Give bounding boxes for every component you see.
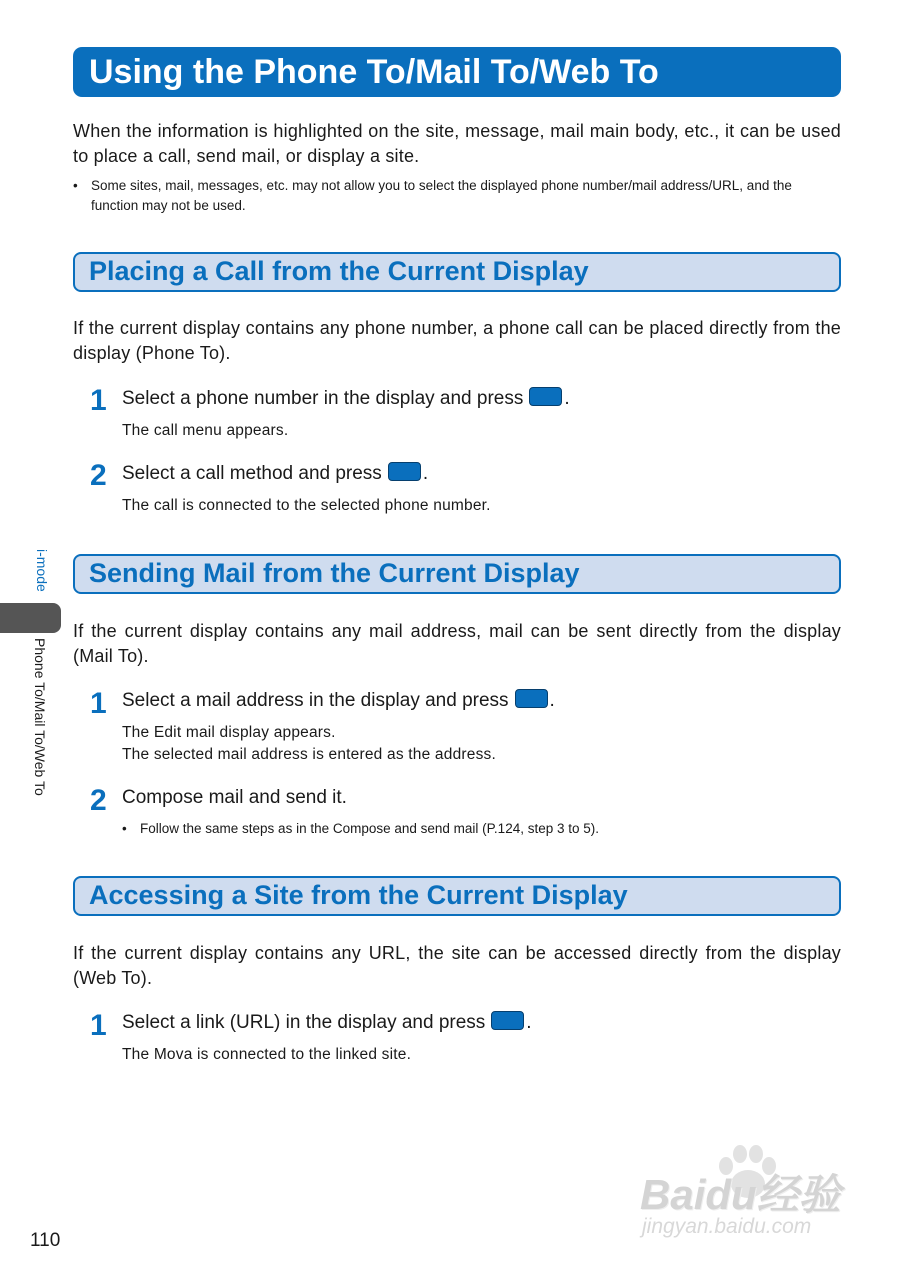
blue-enter-key-icon <box>491 1011 524 1030</box>
section-paragraph: If the current display contains any URL, the site can be accessed directly from the display (Web To). <box>73 943 841 988</box>
step-instruction-text: Select a mail address in the display and press <box>122 690 509 711</box>
side-thumb-tab <box>0 603 61 633</box>
section-heading: Accessing a Site from the Current Display <box>89 880 628 910</box>
step-instruction-end: . <box>422 463 429 484</box>
step-number: 1 <box>90 384 107 417</box>
blue-enter-key-icon <box>388 462 421 481</box>
blue-enter-key-icon <box>529 387 562 406</box>
section-paragraph: If the current display contains any mail address, mail can be sent directly from the display (Mail To). <box>73 621 841 666</box>
step-instruction-text: Select a link (URL) in the display and press <box>122 1012 486 1033</box>
step-instruction: Compose mail and send it. <box>122 787 347 808</box>
step-result: The Mova is connected to the linked site. <box>122 1046 412 1063</box>
step-instruction-text: Select a call method and press <box>122 463 382 484</box>
side-section-label-text: Phone To/Mail To/Web To <box>32 638 48 796</box>
section-heading-bar <box>73 252 841 292</box>
side-category-text: i-mode <box>34 549 50 592</box>
intro-paragraph: When the information is highlighted on the site, message, mail main body, etc., it can be used to place a call, send mail, or display a site. <box>73 121 841 166</box>
step-instruction <box>122 387 570 411</box>
blue-enter-key-icon <box>515 689 548 708</box>
step-instruction <box>122 1011 532 1035</box>
step-instruction-end: . <box>564 388 570 409</box>
side-category <box>23 549 61 599</box>
step-number: 2 <box>90 784 107 817</box>
step-instruction <box>122 689 555 713</box>
step-number: 2 <box>90 459 107 492</box>
section-heading-bar <box>73 554 841 594</box>
section-paragraph: If the current display contains any phone number, a phone call can be placed directly from the display (Phone To). <box>73 318 841 363</box>
step-bullet-text: Follow the same steps as in the Compose and send mail (P.124, step 3 to 5). <box>140 821 599 836</box>
step-result: The Edit mail display appears. <box>122 724 336 741</box>
step-instruction-end: . <box>549 690 555 711</box>
section-heading-bar <box>73 876 841 916</box>
step-bullet-note <box>122 819 822 839</box>
step-number: 1 <box>90 1009 107 1042</box>
step-result: The call is connected to the selected phone number. <box>122 497 491 514</box>
intro-note <box>73 176 841 216</box>
side-section-label <box>23 638 61 818</box>
step-number: 1 <box>90 687 107 720</box>
watermark-brand: Baidu经验 <box>640 1171 841 1218</box>
page-number: 110 <box>30 1230 61 1251</box>
page-title: Using the Phone To/Mail To/Web To <box>89 53 659 91</box>
intro-note-text: Some sites, mail, messages, etc. may not allow you to select the displayed phone number/mail address/URL, and the function may not be used. <box>91 178 792 213</box>
page-title-bar <box>73 47 841 97</box>
step-instruction <box>122 462 428 486</box>
step-instruction-end: . <box>526 1012 532 1033</box>
section-heading: Placing a Call from the Current Display <box>89 256 589 286</box>
bullet-glyph: • <box>73 178 78 193</box>
step-result: The call menu appears. <box>122 422 289 439</box>
step-result: The selected mail address is entered as the address. <box>122 746 496 763</box>
bullet-glyph: • <box>122 821 127 836</box>
step-instruction-text: Select a phone number in the display and press <box>122 388 524 409</box>
watermark-url: jingyan.baidu.com <box>642 1215 812 1238</box>
section-heading: Sending Mail from the Current Display <box>89 558 580 588</box>
